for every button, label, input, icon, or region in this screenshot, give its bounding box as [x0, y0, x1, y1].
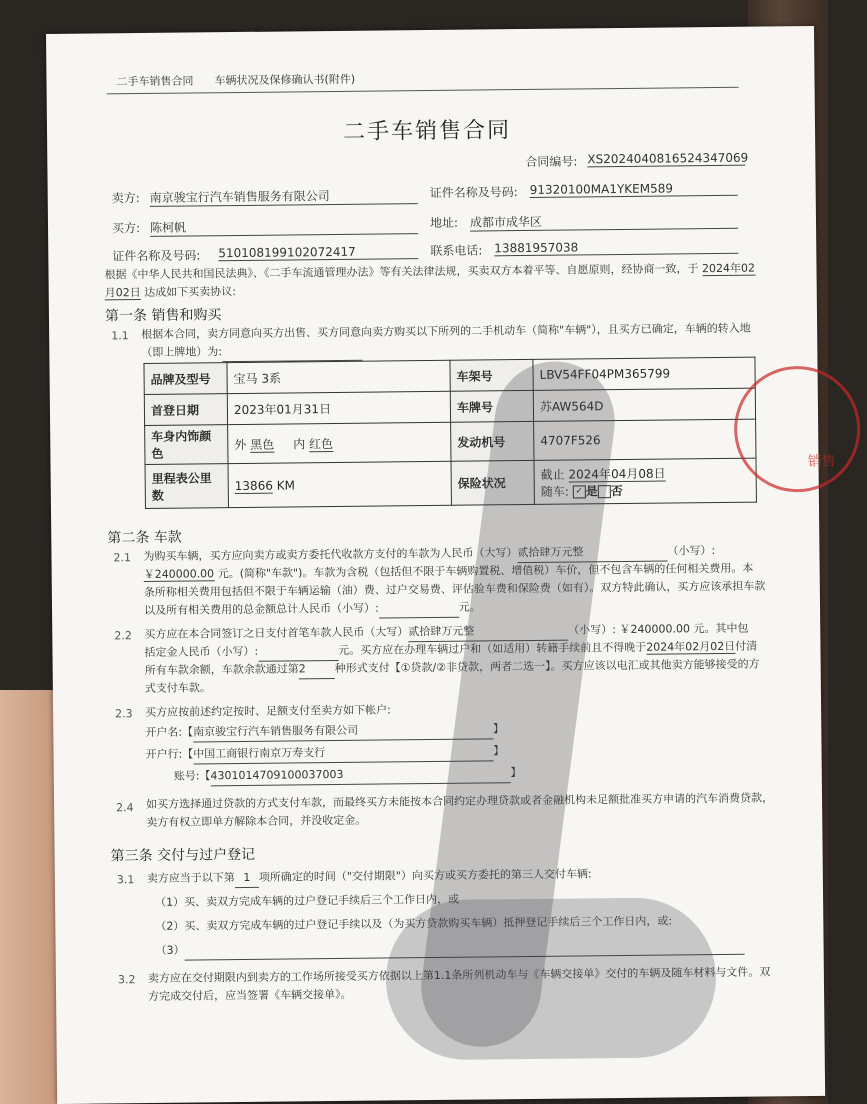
account-name-row: 开户名:【南京骏宝行汽车销售服务有限公司 】: [145, 719, 504, 743]
clause-3-2-line1: 卖方应在交付期限内到卖方的工作场所接受买方依据以上第1.1条所列机动车与《车辆交接单》交付的车辆及随车材料与文件。双: [147, 965, 771, 985]
reg-date-label: 首登日期: [144, 394, 227, 426]
clause-2-4-number: 2.4: [116, 801, 134, 815]
engine-value: 4707F526: [534, 419, 756, 460]
clause-2-2-line4: 式支付车款。: [144, 681, 211, 696]
clause-3-1-number: 3.1: [116, 873, 135, 887]
seller-id-label: 证件名称及号码:: [429, 185, 518, 200]
reg-date-value: 2023年01月31日: [227, 391, 450, 424]
contract-no-label: 合同编号:: [525, 154, 578, 169]
buyer-label: 买方:: [111, 221, 141, 236]
vin-value: LBV54FF04PM365799: [533, 357, 755, 390]
clause-2-4-line2: 卖方有权立即单方解除本合同，并没收定金。: [146, 813, 367, 829]
preamble-line2: 月02日 达成如下买卖协议:: [104, 285, 236, 300]
buyer-value: 陈柯帆: [150, 216, 418, 237]
clause-2-2-line3: 所有车款余额，车款余款通过第2 种形式支付【①贷款/②非贷款，两者二选一】。买方应该以电汇或其他卖方能够接受的方: [145, 655, 760, 681]
seal-text: 销售: [807, 453, 836, 471]
color-value: 外 黑色 内 红色: [228, 422, 451, 463]
clause-2-2-number: 2.2: [114, 629, 132, 643]
clause-2-2-line2: 括定金人民币（小写）: 元。买方应在办理车辆过户和（如适用）转籍手续前且不得晚于2024年02月02日付清: [144, 637, 757, 663]
buyer-id-label: 证件名称及号码:: [112, 248, 201, 264]
section-1-title: 第一条 销售和购买: [104, 307, 222, 325]
clause-2-2-line1: 买方应在本合同签订之日支付首笔车款人民币（大写）贰拾肆万元整 （小写）: ￥240000.00 元。其中包: [144, 621, 749, 642]
buyer-id-value: 510108199102072417: [218, 244, 418, 261]
vehicle-table: [143, 357, 756, 509]
brand-value: 宝马 3系: [227, 360, 450, 393]
section-3-title: 第三条 交付与过户登记: [110, 846, 256, 865]
account-no-row: 账号:【4301014709100037003 】: [174, 763, 522, 787]
table-row: [145, 458, 756, 508]
mileage-label: 里程表公里数: [145, 464, 228, 509]
company-seal: [734, 365, 861, 492]
clause-1-1-line2: （即上牌地）为:: [141, 341, 362, 363]
buyer-phone-value: 13881957038: [494, 239, 738, 257]
clause-2-1-line1: 为购买车辆，买方应向卖方或卖方委托代收款方支付的车款为人民币（大写）贰拾肆万元整 （小写）:: [143, 541, 715, 567]
clause-2-4-line1: 如买方选择通过贷款的方式支付车款，而最终买方未能按本合同约定办理贷款或者金融机构未足额批准买方申请的汽车消费贷款，: [146, 791, 774, 811]
bank-row: 开户行:【中国工商银行南京万寿支行 】: [145, 741, 504, 765]
option-3: （3）: [156, 935, 745, 961]
checkbox-checked-icon: ✓: [573, 485, 586, 498]
insurance-value: 截止 2024年04月08日 随车: ✓ 是 否: [534, 458, 756, 504]
buyer-addr-label: 地址:: [429, 215, 459, 230]
engine-label: 发动机号: [451, 421, 534, 461]
buyer-phone-label: 联系电话:: [430, 243, 483, 258]
clause-2-3-text: 买方应按前述约定按时、足额支付至卖方如下帐户:: [145, 703, 391, 719]
clause-3-2-line2: 方完成交付后，应当签署《车辆交接单》。: [148, 987, 352, 1003]
contract-page: [46, 26, 836, 1104]
vin-label: 车架号: [450, 359, 533, 391]
option-1: （1）买、卖双方完成车辆的过户登记手续后三个工作日内，或: [155, 892, 460, 909]
clause-2-1-number: 2.1: [113, 551, 132, 565]
option-2: （2）买、卖双方完成车辆的过户登记手续以及（为买方贷款购买车辆）抵押登记手续后三个工作日内，或:: [155, 914, 673, 933]
seller-value: 南京骏宝行汽车销售服务有限公司: [150, 186, 418, 207]
clause-2-1-line3: 条所称相关费用包括但不限于车辆运输（油）费、过户交易费、评估验车费和保险费（如有）。双方特此确认，买方应该承担车款: [143, 579, 766, 600]
plate-label: 车牌号: [450, 390, 533, 422]
table-row: [145, 419, 756, 464]
header-divider: [107, 87, 739, 95]
clause-3-1-text: 卖方应当于以下第 1 项所确定的时间（"交付期限"）向买方或买方委托的第三人交付车辆:: [147, 864, 592, 889]
clause-1-1-number: 1.1: [111, 329, 129, 343]
buyer-addr-value: 成都市成华区: [470, 211, 738, 232]
page-title: 二手车销售合同: [342, 118, 512, 145]
contract-no-value: XS2024040816524347069: [587, 150, 749, 167]
phone-shadow: [385, 897, 717, 1060]
clause-2-1-line4: 以及所有相关费用的总金额总计人民币（小写）: 元。: [144, 597, 481, 621]
clause-2-3-number: 2.3: [115, 707, 133, 721]
insurance-label: 保险状况: [451, 460, 534, 505]
mileage-value: 13866 KM: [228, 461, 451, 507]
section-2-title: 第二条 车款: [107, 529, 182, 547]
plate-value: 苏AW564D: [533, 388, 755, 421]
header-tab-appendix: 车辆状况及保修确认书(附件): [214, 72, 356, 88]
seller-label: 卖方:: [111, 191, 140, 206]
color-label: 车身内饰颜色: [145, 425, 228, 465]
clause-1-1-line1: 根据本合同，卖方同意向买方出售、买方同意向卖方购买以下所列的二手机动车（简称"车辆"），且买方已确定，车辆的转入地: [141, 321, 751, 342]
clause-2-1-line2: ￥240000.00 元。(简称"车款")。车款为含税（包括但不限于车辆购置税、增值税）车价，但不包含车辆的任何相关费用。本: [143, 561, 754, 582]
preamble-line1: 根据《中华人民共和国民法典》、《二手车流通管理办法》等有关法律法规，买卖双方本着平等、自愿原则，经协商一致，于 2024年02: [104, 261, 756, 282]
seller-id-value: 91320100MA1YKEM589: [530, 181, 738, 198]
clause-3-2-number: 3.2: [117, 973, 136, 987]
header-tab-contract: 二手车销售合同: [116, 74, 194, 89]
brand-label: 品牌及型号: [144, 363, 227, 395]
